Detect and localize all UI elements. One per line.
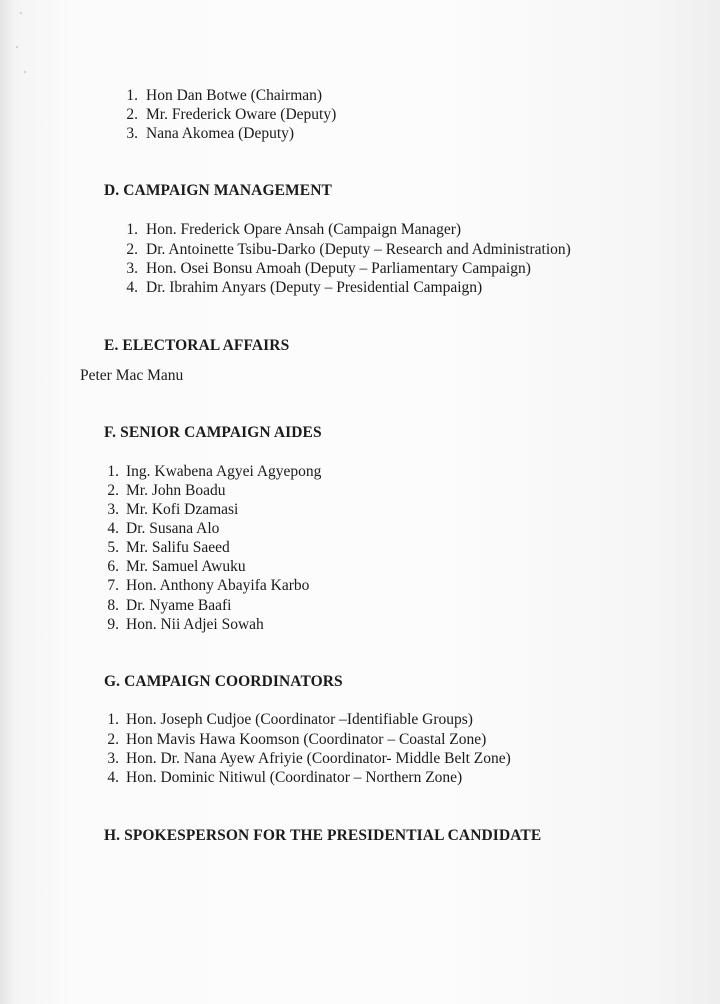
list-item-number: 4. (107, 769, 119, 786)
list-item-number: 9. (107, 616, 119, 633)
scan-speck (20, 12, 22, 14)
list-item-text: Hon. Joseph Cudjoe (Coordinator –Identifiable Groups) (126, 711, 473, 728)
list-item-text: Mr. Frederick Oware (Deputy) (146, 106, 337, 123)
list-item-text: Mr. Samuel Awuku (126, 558, 246, 575)
list-item-text: Ing. Kwabena Agyei Agyepong (126, 463, 322, 480)
list-item-number: 3. (107, 750, 119, 767)
list-item-text: Hon. Dominic Nitiwul (Coordinator – Northern Zone) (126, 769, 463, 786)
list-item-number: 3. (107, 501, 119, 518)
list-item-number: 1. (107, 463, 119, 480)
section-heading: H. SPOKESPERSON FOR THE PRESIDENTIAL CANDIDATE (104, 827, 542, 844)
list-item-number: 2. (107, 731, 119, 748)
list-item-number: 6. (107, 558, 119, 575)
list-item-text: Hon. Anthony Abayifa Karbo (126, 577, 310, 594)
list-item-text: Hon. Dr. Nana Ayew Afriyie (Coordinator- Middle Belt Zone) (126, 750, 511, 767)
list-item-number: 1. (107, 711, 119, 728)
list-item-text: Hon. Nii Adjei Sowah (126, 616, 264, 633)
list-item-text: Mr. Salifu Saeed (126, 539, 230, 556)
list-item-number: 1. (126, 221, 138, 238)
list-item-text: Hon. Osei Bonsu Amoah (Deputy – Parliamentary Campaign) (146, 260, 531, 277)
list-item-text: Hon Dan Botwe (Chairman) (146, 87, 323, 104)
list-item-number: 2. (126, 106, 138, 123)
list-item-number: 4. (107, 520, 119, 537)
list-item-text: Dr. Nyame Baafi (126, 597, 232, 614)
section-heading: E. ELECTORAL AFFAIRS (104, 337, 290, 354)
list-item-text: Hon Mavis Hawa Koomson (Coordinator – Coastal Zone) (126, 731, 487, 748)
list-item-number: 5. (107, 539, 119, 556)
list-item-text: Mr. Kofi Dzamasi (126, 501, 239, 518)
section-heading: G. CAMPAIGN COORDINATORS (104, 673, 343, 690)
list-item-text: Dr. Antoinette Tsibu-Darko (Deputy – Research and Administration) (146, 241, 571, 258)
list-item-number: 3. (126, 125, 138, 142)
list-item-number: 3. (126, 260, 138, 277)
scan-speck (24, 71, 26, 73)
list-item-text: Dr. Ibrahim Anyars (Deputy – Presidential Campaign) (146, 279, 483, 296)
list-item-number: 8. (107, 597, 119, 614)
scan-speck (16, 46, 18, 48)
list-item-number: 2. (107, 482, 119, 499)
list-item-number: 1. (126, 87, 138, 104)
section-heading: F. SENIOR CAMPAIGN AIDES (104, 424, 322, 441)
list-item-number: 7. (107, 577, 119, 594)
list-item-text: Nana Akomea (Deputy) (146, 125, 295, 142)
section-heading: D. CAMPAIGN MANAGEMENT (104, 182, 332, 199)
section-body-text: Peter Mac Manu (80, 367, 184, 384)
list-item-number: 4. (126, 279, 138, 296)
list-item-text: Dr. Susana Alo (126, 520, 220, 537)
list-item-number: 2. (126, 241, 138, 258)
list-item-text: Mr. John Boadu (126, 482, 226, 499)
list-item-text: Hon. Frederick Opare Ansah (Campaign Manager) (146, 221, 462, 238)
